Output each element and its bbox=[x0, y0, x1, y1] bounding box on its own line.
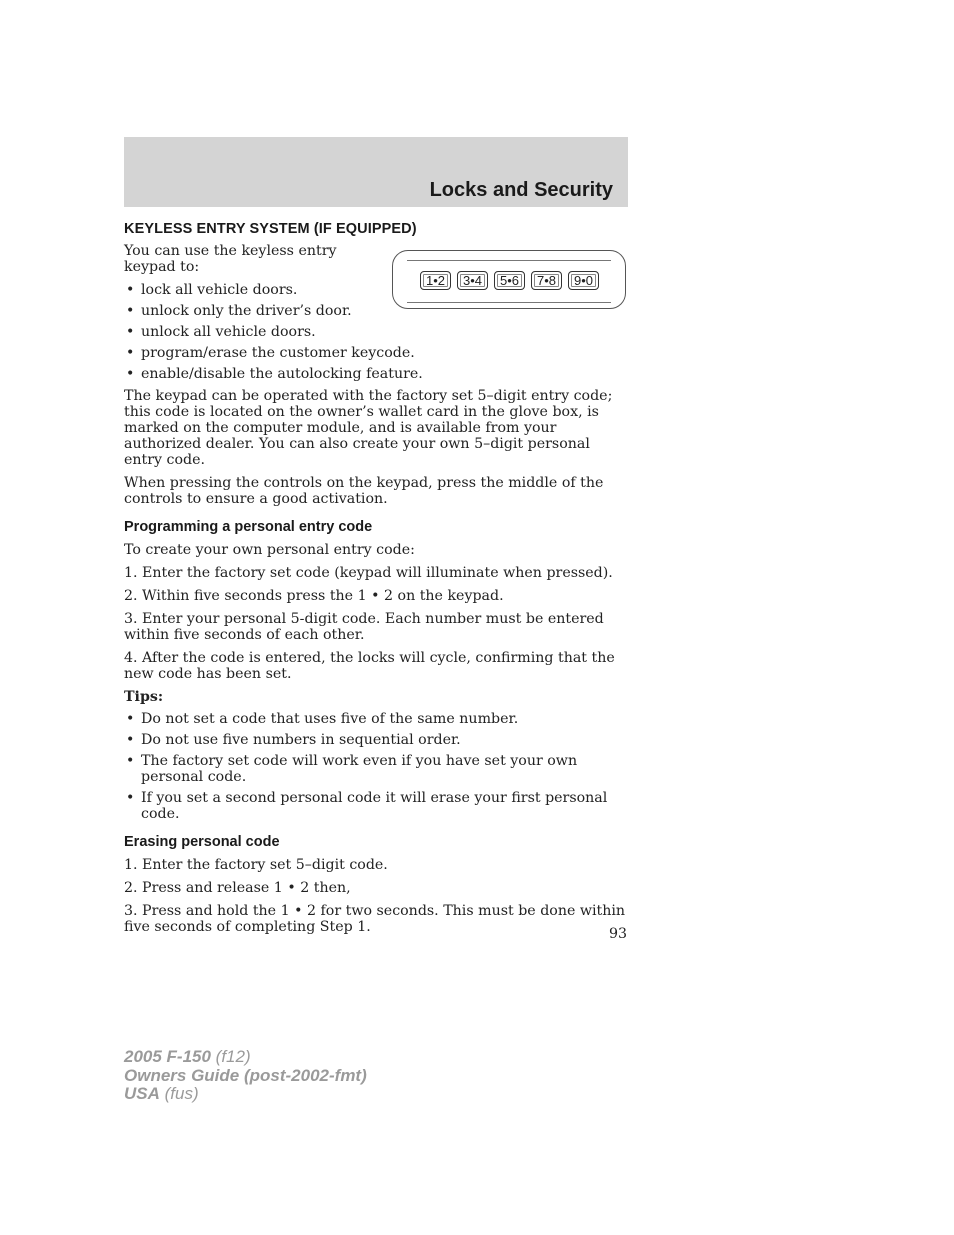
list-item: • unlock all vehicle doors. bbox=[124, 324, 628, 340]
programming-step: 2. Within five seconds press the 1 • 2 on the keypad. bbox=[124, 588, 504, 604]
footer-guide: Owners Guide (post-2002-fmt) bbox=[124, 1065, 367, 1085]
keypad-key-7-8: 7•8 bbox=[531, 271, 562, 290]
intro-paragraph: You can use the keyless entry keypad to: bbox=[124, 243, 337, 275]
tips-list bbox=[124, 711, 628, 822]
erasing-heading: Erasing personal code bbox=[124, 834, 280, 850]
footer-market: USA bbox=[124, 1084, 160, 1103]
tips-label: Tips: bbox=[124, 689, 164, 705]
list-item: • Do not set a code that uses five of the same number. bbox=[124, 711, 628, 727]
keypad-key-9-0: 9•0 bbox=[568, 271, 599, 290]
footer-model-code: (f12) bbox=[210, 1047, 251, 1066]
list-item: • enable/disable the autolocking feature. bbox=[124, 366, 628, 382]
page-content bbox=[124, 221, 628, 942]
footer-model: 2005 F-150 bbox=[124, 1047, 211, 1066]
programming-step: 1. Enter the factory set code (keypad will illuminate when pressed). bbox=[124, 565, 613, 581]
erasing-step: 3. Press and hold the 1 • 2 for two seconds. This must be done within five seconds of completing Step 1. bbox=[124, 903, 626, 935]
footer-line-2 bbox=[124, 1067, 367, 1086]
keypad-key-3-4: 3•4 bbox=[457, 271, 488, 290]
page-title: Locks and Security bbox=[429, 179, 613, 201]
page-number: 93 bbox=[608, 926, 627, 942]
factory-code-paragraph: The keypad can be operated with the factory set 5–digit entry code; this code is located on the owner’s wallet card in the glove box, is marked on the computer module, and is available from your authorized dealer. You can also create your own 5–digit personal entry code. bbox=[124, 388, 613, 468]
programming-step: 4. After the code is entered, the locks will cycle, confirming that the new code has been set. bbox=[124, 650, 615, 682]
list-item: • program/erase the customer keycode. bbox=[124, 345, 628, 361]
activation-paragraph: When pressing the controls on the keypad, press the middle of the controls to ensure a good activation. bbox=[124, 475, 604, 507]
list-item: • If you set a second personal code it will erase your first personal code. bbox=[124, 790, 628, 822]
list-item: • lock all vehicle doors. bbox=[124, 282, 628, 298]
footer-line-3 bbox=[124, 1085, 367, 1104]
list-item: • unlock only the driver’s door. bbox=[124, 303, 628, 319]
erasing-step: 2. Press and release 1 • 2 then, bbox=[124, 880, 351, 896]
programming-step: 3. Enter your personal 5-digit code. Each number must be entered within five seconds of each other. bbox=[124, 611, 604, 643]
erasing-step: 1. Enter the factory set 5–digit code. bbox=[124, 857, 388, 873]
section-heading: KEYLESS ENTRY SYSTEM (IF EQUIPPED) bbox=[124, 221, 417, 237]
keypad-key-1-2: 1•2 bbox=[420, 271, 451, 290]
keypad-key-5-6: 5•6 bbox=[494, 271, 525, 290]
document-footer bbox=[124, 1048, 367, 1104]
footer-market-code: (fus) bbox=[159, 1084, 199, 1103]
footer-line-1 bbox=[124, 1048, 367, 1067]
list-item: • Do not use five numbers in sequential order. bbox=[124, 732, 628, 748]
section-header-band bbox=[124, 137, 628, 207]
keypad-uses-list bbox=[124, 282, 628, 382]
programming-heading: Programming a personal entry code bbox=[124, 519, 373, 535]
list-item: • The factory set code will work even if you have set your own personal code. bbox=[124, 753, 628, 785]
programming-intro: To create your own personal entry code: bbox=[124, 542, 415, 558]
